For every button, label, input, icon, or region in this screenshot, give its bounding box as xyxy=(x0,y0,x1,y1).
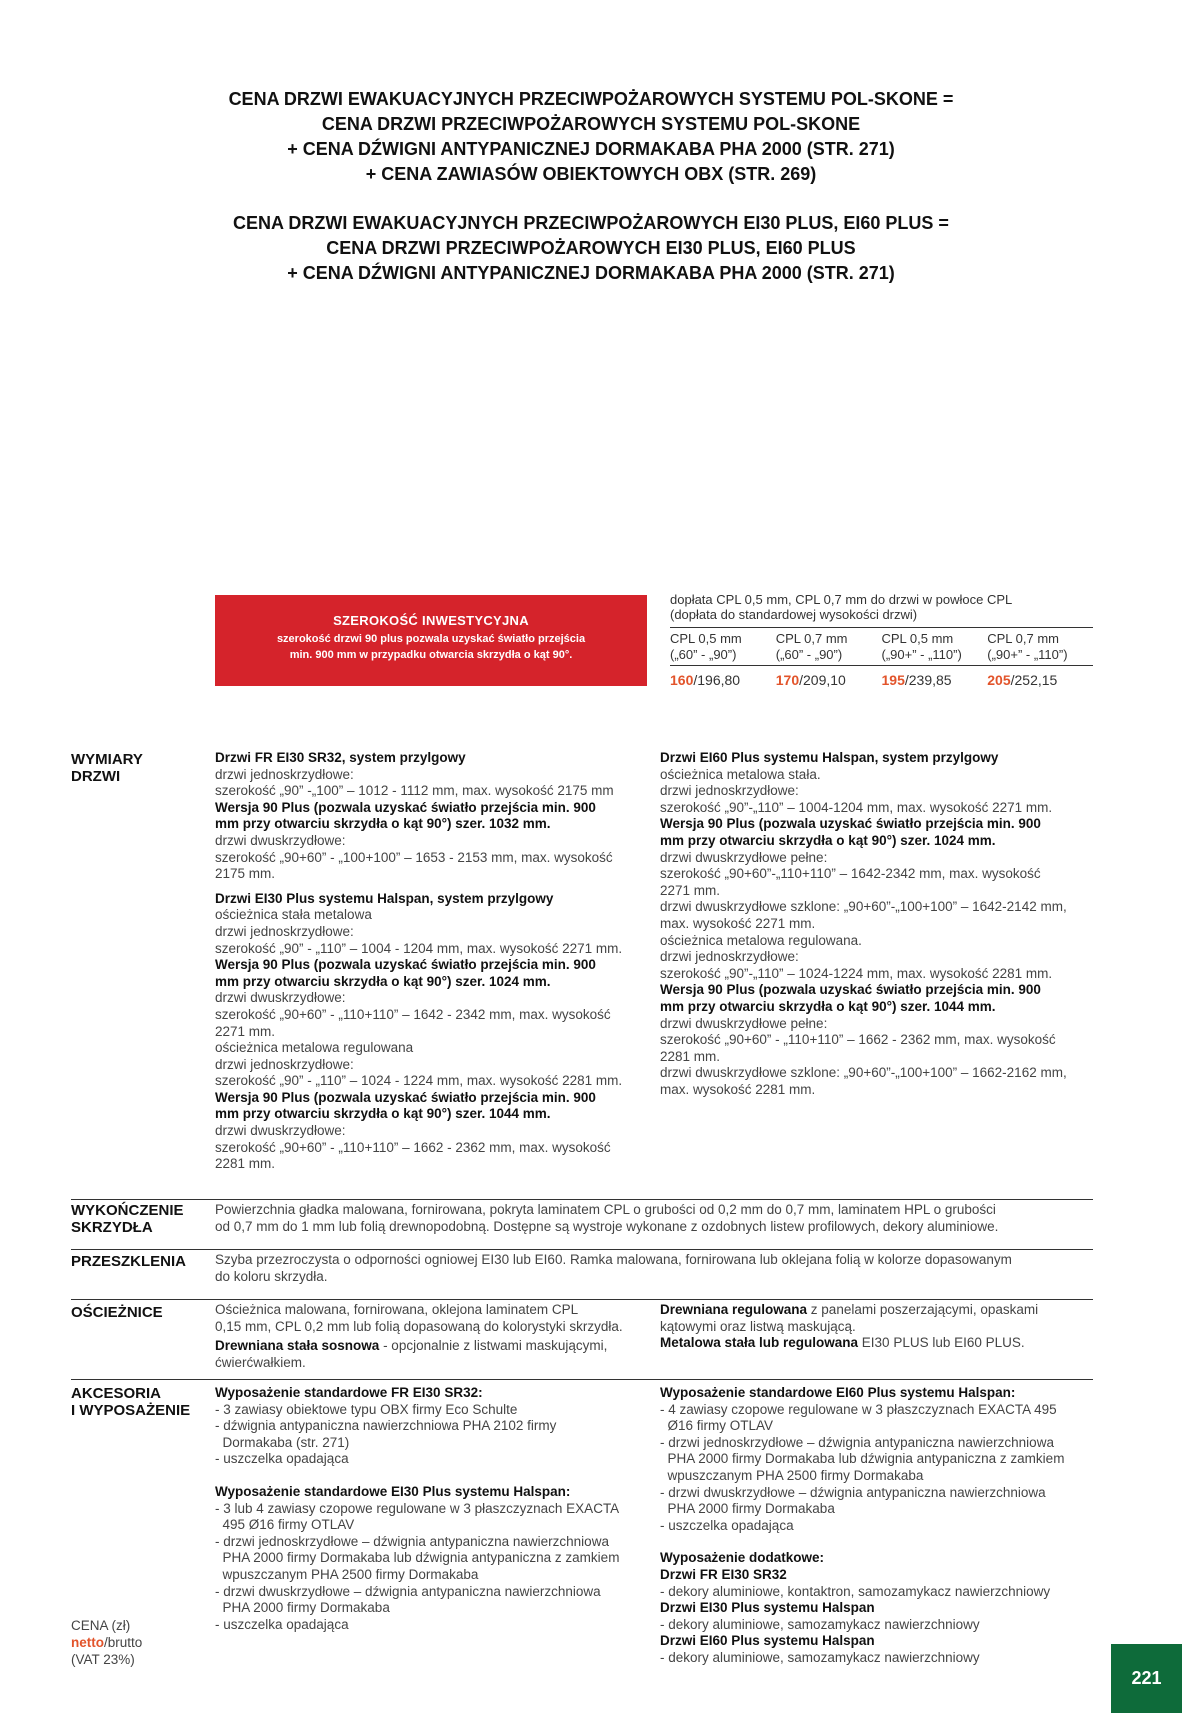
divider xyxy=(71,1199,1093,1200)
text-line: Drzwi EI60 Plus systemu Halspan xyxy=(660,1633,875,1649)
text-line: PHA 2000 firmy Dormakaba lub dźwignia antypaniczna z zamkiem xyxy=(215,1550,620,1566)
text-line: mm przy otwarciu skrzydła o kąt 90°) szer. 1044 mm. xyxy=(660,998,996,1014)
text-line: Wersja 90 Plus (pozwala uzyskać światło przejścia min. 900 xyxy=(215,799,596,815)
text-line: mm przy otwarciu skrzydła o kąt 90°) szer. 1024 mm. xyxy=(660,832,996,848)
text-line: - 4 zawiasy czopowe regulowane w 3 płaszczyznach EXACTA 495 xyxy=(660,1401,1057,1417)
text-line: drzwi dwuskrzydłowe: xyxy=(215,832,346,848)
text-line: Wersja 90 Plus (pozwala uzyskać światło przejścia min. 900 xyxy=(215,957,596,973)
headline-line: + CENA DŹWIGNI ANTYPANICZNEJ DORMAKABA PHA 2000 (STR. 271) xyxy=(287,263,895,283)
text-line: drzwi jednoskrzydłowe: xyxy=(215,1056,354,1072)
text-line: Drzwi FR EI30 SR32 xyxy=(660,1566,787,1582)
text-line: mm przy otwarciu skrzydła o kąt 90°) szer. 1024 mm. xyxy=(215,973,551,989)
text-line: 2281 mm. xyxy=(660,1048,721,1064)
text-line: - drzwi dwuskrzydłowe – dźwignia antypaniczna nawierzchniowa xyxy=(215,1583,601,1599)
price-legend-line: CENA (zł) xyxy=(71,1618,131,1633)
text-line: Wersja 90 Plus (pozwala uzyskać światło przejścia min. 900 xyxy=(660,816,1041,832)
cpl-surcharge-table xyxy=(670,592,1093,688)
investment-width-line: szerokość drzwi 90 plus pozwala uzyskać światło przejścia xyxy=(276,633,586,645)
text-line: PHA 2000 firmy Dormakaba xyxy=(215,1600,390,1616)
investment-width-text xyxy=(215,631,647,663)
headline-pol-skone xyxy=(0,87,1182,187)
text-line: od 0,7 mm do 1 mm lub folią drewnopodobną. Dostępne są wystroje wykonane z ozdobnych listew profilowych, dekory aluminiowe. xyxy=(215,1218,999,1234)
text-line: - uszczelka opadająca xyxy=(215,1616,349,1632)
text-line: - drzwi jednoskrzydłowe – dźwignia antypaniczna nawierzchniowa xyxy=(215,1533,609,1549)
text-line: wpuszczanym PHA 2500 firmy Dormakaba xyxy=(215,1566,479,1582)
text-line: Ø16 firmy OTLAV xyxy=(660,1418,774,1434)
text-line: - dźwignia antypaniczna nawierzchniowa PHA 2102 firmy xyxy=(215,1418,557,1434)
finish-text xyxy=(215,1202,1095,1235)
text-line: - dekory aluminiowe, samozamykacz nawierzchniowy xyxy=(660,1616,980,1632)
text-line: drzwi jednoskrzydłowe: xyxy=(660,783,799,799)
text-line: drzwi dwuskrzydłowe: xyxy=(215,1123,346,1139)
investment-width-title: SZEROKOŚĆ INWESTYCYJNA xyxy=(333,613,529,628)
dimensions-left-column xyxy=(215,750,655,1173)
text-line: drzwi dwuskrzydłowe pełne: xyxy=(660,849,828,865)
text-line: Drzwi EI60 Plus systemu Halspan, system przylgowy xyxy=(660,750,999,765)
text-line: szerokość „90+60”-„110+110” – 1642-2342 mm, max. wysokość xyxy=(660,866,1041,882)
text-line: max. wysokość 2281 mm. xyxy=(660,1081,816,1097)
frames-right-column xyxy=(660,1302,1100,1352)
text-line: Szyba przezroczysta o odporności ogniowej EI30 lub EI60. Ramka malowana, fornirowana lub oklejana folią w kolorze dopasowanym xyxy=(215,1252,1012,1267)
text-line: Ościeżnica malowana, fornirowana, oklejona laminatem CPL xyxy=(215,1302,579,1317)
text-line: ościeżnica metalowa stała. xyxy=(660,766,821,782)
section-label-dimensions: WYMIARY DRZWI xyxy=(71,751,143,785)
headline-line: CENA DRZWI EWAKUACYJNYCH PRZECIWPOŻAROWYCH SYSTEMU POL-SKONE = xyxy=(228,89,954,109)
headline-line: CENA DRZWI EWAKUACYJNYCH PRZECIWPOŻAROWYCH EI30 PLUS, EI60 PLUS = xyxy=(233,213,949,233)
text-line: szerokość „90+60” - „110+110” – 1662 - 2362 mm, max. wysokość xyxy=(215,1139,611,1155)
glazing-text xyxy=(215,1252,1095,1285)
text-line: szerokość „90” - „110” – 1004 - 1204 mm, max. wysokość 2271 mm. xyxy=(215,940,623,956)
divider xyxy=(71,1249,1093,1250)
divider xyxy=(71,1299,1093,1300)
text-line: Wyposażenie standardowe FR EI30 SR32: xyxy=(215,1385,483,1400)
accessories-right-column xyxy=(660,1385,1100,1667)
text-line: szerokość „90”-„110” – 1004-1204 mm, max. wysokość 2271 mm. xyxy=(660,799,1053,815)
text-line: drzwi dwuskrzydłowe szklone: „90+60”-„100+100” – 1642-2142 mm, xyxy=(660,899,1067,915)
headline-line: CENA DRZWI PRZECIWPOŻAROWYCH EI30 PLUS, EI60 PLUS xyxy=(326,238,856,258)
surcharge-col: CPL 0,5 mm („90+” - „110”) xyxy=(881,631,962,662)
headline-line: + CENA ZAWIASÓW OBIEKTOWYCH OBX (STR. 269) xyxy=(365,164,817,184)
text-line: Powierzchnia gładka malowana, fornirowana, pokryta laminatem CPL o grubości od 0,2 mm do 0,7 mm, laminatem HPL o grubości xyxy=(215,1202,996,1217)
text-line: szerokość „90”-„110” – 1024-1224 mm, max. wysokość 2281 mm. xyxy=(660,965,1053,981)
frames-left-column xyxy=(215,1302,655,1371)
surcharge-price-row xyxy=(670,672,1093,688)
text-line: 2271 mm. xyxy=(660,882,721,898)
headline-ei-plus xyxy=(0,211,1182,286)
text-line: szerokość „90” -„100” – 1012 - 1112 mm, max. wysokość 2175 mm xyxy=(215,783,614,799)
text-line: drzwi jednoskrzydłowe: xyxy=(215,766,354,782)
divider xyxy=(71,1379,1093,1380)
text-line: - dekory aluminiowe, samozamykacz nawierzchniowy xyxy=(660,1649,980,1665)
text-line: Wersja 90 Plus (pozwala uzyskać światło przejścia min. 900 xyxy=(660,982,1041,998)
surcharge-col: CPL 0,7 mm („90+” - „110”) xyxy=(987,631,1068,662)
text-line: Drzwi FR EI30 SR32, system przylgowy xyxy=(215,750,466,765)
price-legend-line: (VAT 23%) xyxy=(71,1652,135,1667)
accessories-left-column xyxy=(215,1385,655,1633)
investment-width-line: min. 900 mm w przypadku otwarcia skrzydła o kąt 90°. xyxy=(289,649,573,661)
text-line: mm przy otwarciu skrzydła o kąt 90°) szer. 1044 mm. xyxy=(215,1106,551,1122)
section-label-glazing: PRZESZKLENIA xyxy=(71,1253,187,1270)
text-line: PHA 2000 firmy Dormakaba lub dźwignia antypaniczna z zamkiem xyxy=(660,1451,1065,1467)
section-label-accessories: AKCESORIA I WYPOSAŻENIE xyxy=(71,1385,191,1419)
text-line: Wyposażenie standardowe EI60 Plus systemu Halspan: xyxy=(660,1385,1016,1400)
price-legend-line: netto/brutto xyxy=(71,1635,143,1650)
text-line: ościeżnica metalowa regulowana xyxy=(215,1040,414,1056)
text-line: - dekory aluminiowe, kontaktron, samozamykacz nawierzchniowy xyxy=(660,1583,1051,1599)
text-line: 495 Ø16 firmy OTLAV xyxy=(215,1517,355,1533)
text-line: Metalowa stała lub regulowana EI30 PLUS lub EI60 PLUS. xyxy=(660,1335,1025,1351)
text-line: Drewniana stała sosnowa - opcjonalnie z listwami maskującymi, xyxy=(215,1338,608,1354)
text-line: szerokość „90+60” - „110+110” – 1642 - 2342 mm, max. wysokość xyxy=(215,1006,611,1022)
text-line: - 3 zawiasy obiektowe typu OBX firmy Eco Schulte xyxy=(215,1401,518,1417)
surcharge-note: dopłata CPL 0,5 mm, CPL 0,7 mm do drzwi w powłoce CPL xyxy=(670,592,1013,607)
surcharge-price: 205/252,15 xyxy=(987,672,1058,688)
text-line: wpuszczanym PHA 2500 firmy Dormakaba xyxy=(660,1467,924,1483)
surcharge-price: 160/196,80 xyxy=(670,672,741,688)
text-line: szerokość „90+60” - „100+100” – 1653 - 2153 mm, max. wysokość xyxy=(215,849,613,865)
text-line: drzwi jednoskrzydłowe: xyxy=(660,949,799,965)
investment-width-box xyxy=(215,595,647,686)
text-line: drzwi dwuskrzydłowe szklone: „90+60”-„100+100” – 1662-2162 mm, xyxy=(660,1065,1067,1081)
text-line: szerokość „90” - „110” – 1024 - 1224 mm, max. wysokość 2281 mm. xyxy=(215,1073,623,1089)
surcharge-col: CPL 0,5 mm („60” - „90”) xyxy=(670,631,742,662)
text-line: mm przy otwarciu skrzydła o kąt 90°) szer. 1032 mm. xyxy=(215,816,551,832)
text-line: max. wysokość 2271 mm. xyxy=(660,915,816,931)
text-line: szerokość „90+60” - „110+110” – 1662 - 2362 mm, max. wysokość xyxy=(660,1032,1056,1048)
headline-line: + CENA DŹWIGNI ANTYPANICZNEJ DORMAKABA PHA 2000 (STR. 271) xyxy=(287,139,895,159)
text-line: drzwi jednoskrzydłowe: xyxy=(215,923,354,939)
surcharge-col: CPL 0,7 mm („60” - „90”) xyxy=(775,631,848,662)
dimensions-right-column xyxy=(660,750,1100,1098)
text-line: Wyposażenie standardowe EI30 Plus systemu Halspan: xyxy=(215,1483,571,1499)
text-line: - 3 lub 4 zawiasy czopowe regulowane w 3 płaszczyznach EXACTA xyxy=(215,1500,620,1516)
price-legend xyxy=(71,1617,142,1668)
text-line: kątowymi oraz listwą maskującą. xyxy=(660,1318,856,1334)
page-number: 221 xyxy=(1111,1644,1182,1713)
text-line: 2271 mm. xyxy=(215,1023,276,1039)
text-line: do koloru skrzydła. xyxy=(215,1268,328,1284)
text-line: - uszczelka opadająca xyxy=(215,1451,349,1467)
text-line: Drewniana regulowana z panelami poszerzającymi, opaskami xyxy=(660,1302,1039,1317)
section-label-finish: WYKOŃCZENIE SKRZYDŁA xyxy=(71,1202,184,1236)
section-label-frames: OŚCIEŻNICE xyxy=(71,1304,163,1321)
text-line: Dormakaba (str. 271) xyxy=(215,1434,350,1450)
text-line: Wyposażenie dodatkowe: xyxy=(660,1550,825,1566)
text-line: ościeżnica metalowa regulowana. xyxy=(660,932,862,948)
text-line: - drzwi jednoskrzydłowe – dźwignia antypaniczna nawierzchniowa xyxy=(660,1434,1054,1450)
text-line: ćwierćwałkiem. xyxy=(215,1354,306,1370)
text-line: Drzwi EI30 Plus systemu Halspan xyxy=(660,1600,875,1616)
text-line: ościeżnica stała metalowa xyxy=(215,907,372,923)
text-line: Drzwi EI30 Plus systemu Halspan, system przylgowy xyxy=(215,890,554,906)
text-line: - drzwi dwuskrzydłowe – dźwignia antypaniczna nawierzchniowa xyxy=(660,1484,1046,1500)
surcharge-price: 195/239,85 xyxy=(881,672,952,688)
text-line: - uszczelka opadająca xyxy=(660,1517,794,1533)
text-line: 2175 mm. xyxy=(215,866,276,882)
surcharge-price: 170/209,10 xyxy=(775,672,846,688)
surcharge-note: (dopłata do standardowej wysokości drzwi) xyxy=(670,607,918,622)
text-line: PHA 2000 firmy Dormakaba xyxy=(660,1501,835,1517)
text-line: drzwi dwuskrzydłowe pełne: xyxy=(660,1015,828,1031)
text-line: drzwi dwuskrzydłowe: xyxy=(215,990,346,1006)
text-line: 2281 mm. xyxy=(215,1156,276,1172)
text-line: 0,15 mm, CPL 0,2 mm lub folią dopasowaną do kolorystyki skrzydła. xyxy=(215,1318,623,1334)
text-line: Wersja 90 Plus (pozwala uzyskać światło przejścia min. 900 xyxy=(215,1089,596,1105)
headline-line: CENA DRZWI PRZECIWPOŻAROWYCH SYSTEMU POL-SKONE xyxy=(321,114,861,134)
surcharge-header-row xyxy=(670,627,1093,666)
